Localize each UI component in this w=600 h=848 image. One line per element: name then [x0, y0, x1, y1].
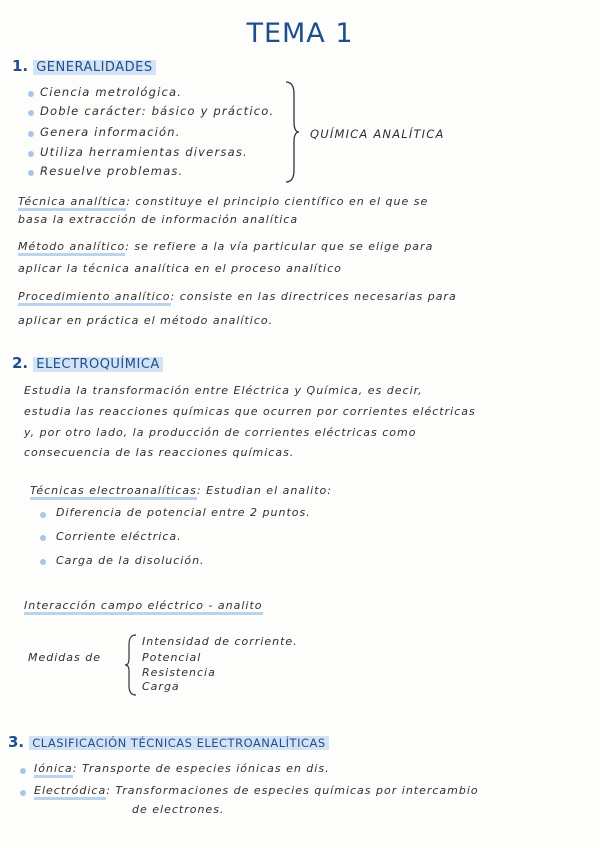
definition-term: Método analítico: [18, 240, 125, 256]
definition-text: : consiste en las directrices necesarias para: [170, 290, 457, 303]
bullet-dot: [20, 790, 26, 796]
section-2-title: ELECTROQUÍMICA: [33, 357, 163, 372]
bullet-dot: [28, 170, 34, 176]
section-3-number: 3.: [8, 733, 25, 751]
section-1-title: GENERALIDADES: [33, 60, 155, 75]
section-3-title: CLASIFICACIÓN TÉCNICAS ELECTROANALÍTICAS: [29, 736, 328, 750]
list-item-text: : Transformaciones de especies químicas por intercambio: [106, 784, 479, 797]
left-brace-icon: [124, 634, 138, 696]
paragraph-line: Estudia la transformación entre Eléctrica y Química, es decir,: [24, 384, 423, 397]
medidas-label: Medidas de: [28, 651, 101, 664]
bullet-dot: [40, 559, 46, 565]
section-2-number: 2.: [12, 354, 29, 372]
list-item: Resistencia: [142, 666, 216, 679]
bullet-dot: [28, 110, 34, 116]
section-3-heading: [8, 732, 329, 751]
right-brace-icon: [284, 80, 300, 184]
list-item-text: : Transporte de especies iónicas en dis.: [72, 762, 330, 775]
list-item: [34, 762, 330, 775]
list-item: Potencial: [142, 651, 202, 664]
list-item: Corriente eléctrica.: [56, 530, 182, 543]
paragraph-line: consecuencia de las reacciones químicas.: [24, 446, 295, 459]
section-1-heading: [12, 56, 156, 75]
list-item: Ciencia metrológica.: [40, 85, 183, 99]
list-item: Doble carácter: básico y práctico.: [40, 104, 275, 118]
page-title: TEMA 1: [246, 18, 354, 49]
definition-tecnica: [18, 195, 428, 208]
definition-text: : constituye el principio científico en el que se: [126, 195, 429, 208]
definition-metodo: [18, 240, 433, 253]
list-item: Utiliza herramientas diversas.: [40, 145, 248, 159]
tecnicas-line: [30, 484, 332, 497]
definition-text-line2: basa la extracción de información analítica: [18, 213, 299, 226]
bullet-dot: [40, 512, 46, 518]
definition-text: : Estudian el analito:: [196, 484, 332, 497]
bullet-dot: [28, 151, 34, 157]
bullet-dot: [20, 768, 26, 774]
list-item-continuation: de electrones.: [132, 803, 225, 816]
list-item: Carga: [142, 680, 180, 693]
section-1-number: 1.: [12, 57, 29, 75]
bullet-dot: [28, 91, 34, 97]
interaccion-term: Interacción campo eléctrico - analito: [24, 599, 263, 615]
list-item: [34, 784, 479, 797]
list-item-term: Electródica: [34, 784, 106, 800]
definition-procedimiento: [18, 290, 457, 303]
paragraph-line: y, por otro lado, la producción de corrientes eléctricas como: [24, 426, 417, 439]
paragraph-line: estudia las reacciones químicas que ocurren por corrientes eléctricas: [24, 405, 476, 418]
list-item-term: Iónica: [34, 762, 73, 778]
bullet-dot: [28, 131, 34, 137]
definition-term: Procedimiento analítico: [18, 290, 171, 306]
interaccion-line: [24, 599, 263, 612]
definition-text-line2: aplicar en práctica el método analítico.: [18, 314, 274, 327]
section-2-heading: [12, 353, 163, 372]
list-item: Intensidad de corriente.: [142, 635, 298, 648]
list-item: Carga de la disolución.: [56, 554, 205, 567]
definition-text-line2: aplicar la técnica analítica en el proceso analítico: [18, 262, 342, 275]
brace-label: QUÍMICA ANALÍTICA: [310, 127, 445, 141]
definition-text: : se refiere a la vía particular que se elige para: [125, 240, 434, 253]
list-item: Diferencia de potencial entre 2 puntos.: [56, 506, 311, 519]
list-item: Genera información.: [40, 125, 181, 139]
definition-term: Técnicas electroanalíticas: [30, 484, 197, 500]
list-item: Resuelve problemas.: [40, 164, 184, 178]
definition-term: Técnica analítica: [18, 195, 126, 211]
bullet-dot: [40, 535, 46, 541]
